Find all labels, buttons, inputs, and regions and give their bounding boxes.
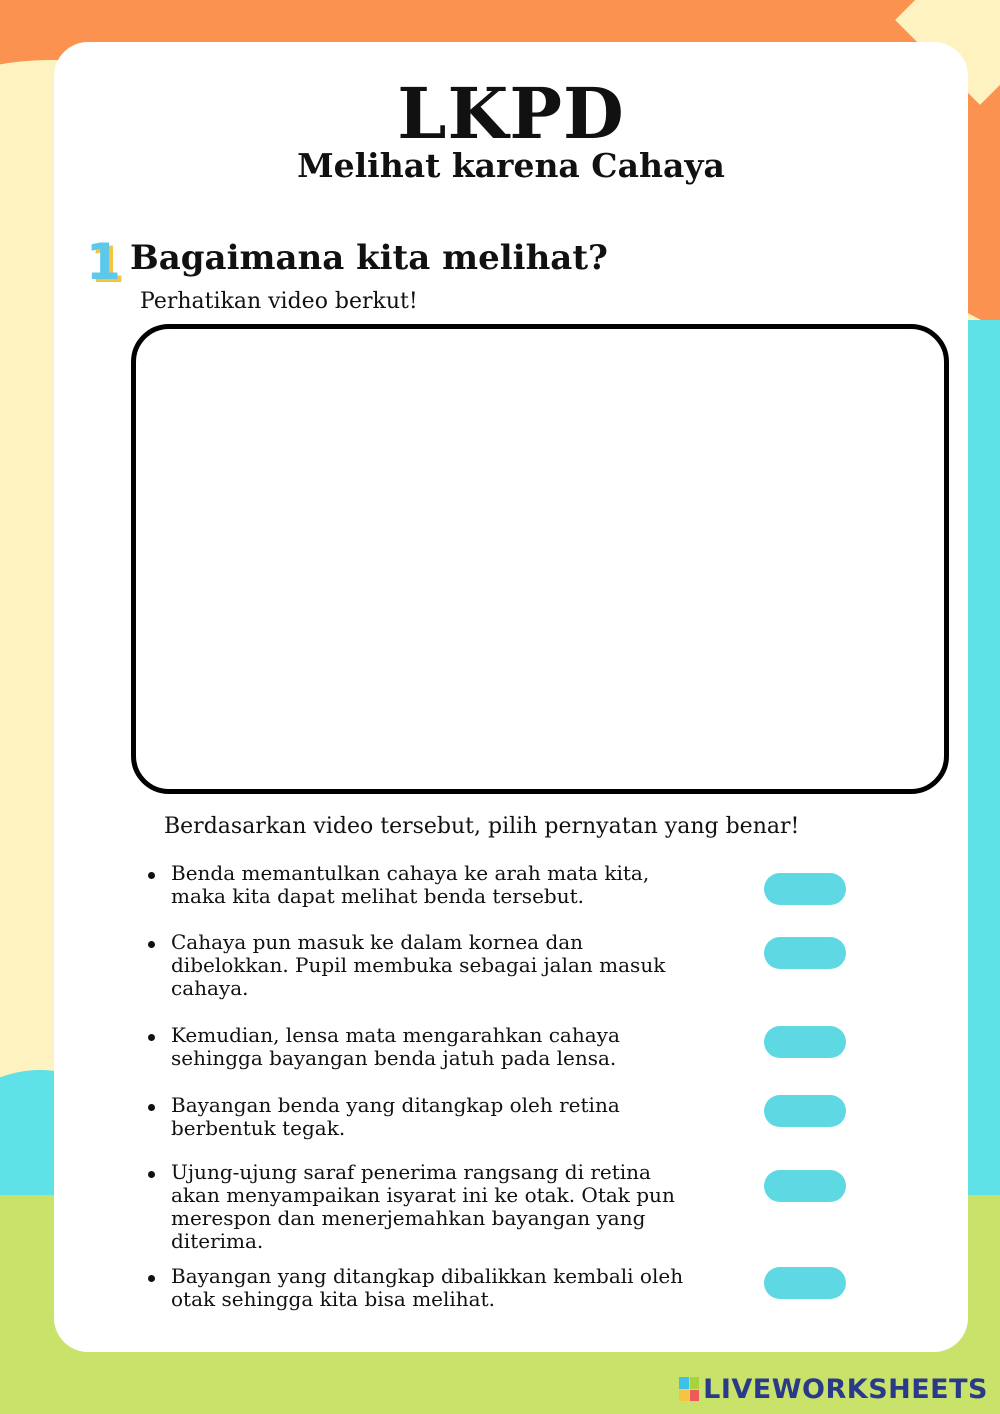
worksheet-card [54,42,968,1352]
answer-dropdown-5[interactable] [764,1170,846,1202]
bullet-icon [148,941,155,948]
section-instruction: Perhatikan video berkut! [140,289,418,314]
section-title: Bagaimana kita melihat? [130,238,608,278]
statement-text: Cahaya pun masuk ke dalam kornea dan dibelokkan. Pupil membuka sebagai jalan masuk cahaya. [171,930,666,1000]
page-subtitle: Melihat karena Cahaya [297,146,725,185]
page-title: LKPD [397,72,625,155]
answer-dropdown-6[interactable] [764,1267,846,1299]
statement-text: Bayangan benda yang ditangkap oleh retina berbentuk tegak. [171,1093,620,1140]
video-player[interactable] [131,324,949,794]
bullet-icon [148,1034,155,1041]
statement-text: Ujung-ujung saraf penerima rangsang di retina akan menyampaikan isyarat ini ke otak. Otak pun merespon dan menerjemahkan bayangan yang diterima. [171,1160,675,1253]
statement-text: Kemudian, lensa mata mengarahkan cahaya sehingga bayangan benda jatuh pada lensa. [171,1023,620,1070]
answer-dropdown-1[interactable] [764,873,846,905]
bullet-icon [148,1104,155,1111]
bullet-icon [148,872,155,879]
brand-name: LIVEWORKSHEETS [703,1373,988,1405]
bullet-icon [148,1275,155,1282]
statement-text: Bayangan yang ditangkap dibalikkan kembali oleh otak sehingga kita bisa melihat. [171,1264,684,1311]
liveworksheets-brand[interactable] [679,1372,988,1406]
statement-text: Benda memantulkan cahaya ke arah mata kita, maka kita dapat melihat benda tersebut. [171,861,650,908]
answer-dropdown-2[interactable] [764,937,846,969]
section-number-icon: 1 [86,233,121,291]
answer-dropdown-3[interactable] [764,1026,846,1058]
liveworksheets-logo-icon [679,1377,699,1401]
bullet-icon [148,1171,155,1178]
question-prompt: Berdasarkan video tersebut, pilih pernyatan yang benar! [164,814,800,839]
answer-dropdown-4[interactable] [764,1095,846,1127]
